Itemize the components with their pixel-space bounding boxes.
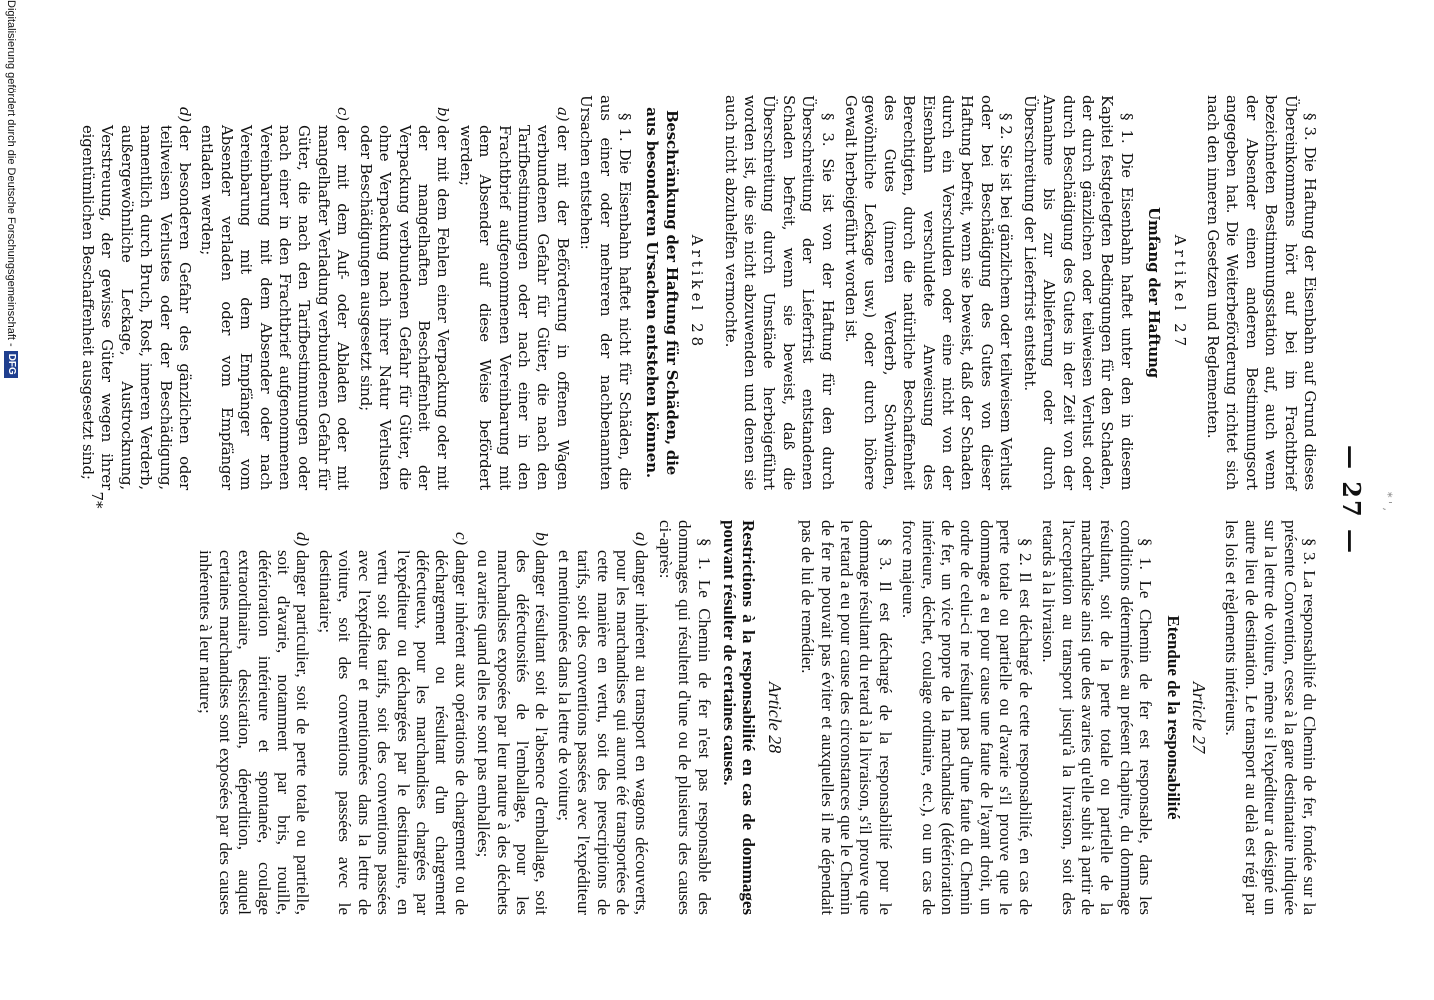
digitization-note-text: Digitalisierung gefördert durch die Deutsche Forschungsgemeinschaft -	[5, 0, 17, 347]
signature-mark: 7*	[88, 491, 106, 509]
french-article27-p3: § 3. Il est déchargé de la responsabilité pour le dommage résultant du retard à la livraison, s'il prouve que le retard a eu pour cause des circonstances que le Chemin de fer ne pouvait pas éviter et auxquelles il ne dépendait pas de lui de remédier.	[798, 520, 895, 915]
item-text: danger résultant soit de l'absence d'emballage, soit des défectuosités de l'emballage, pour les marchandises exposées par leur nature à des déchets ou avaries quand elles ne sont pas emballées;	[474, 550, 552, 915]
page-number: — 27 —	[1337, 444, 1366, 556]
item-label: a)	[632, 532, 652, 547]
item-label: d)	[176, 107, 195, 123]
german-list-item	[455, 95, 571, 490]
french-list-item	[316, 520, 471, 915]
french-article27-p2: § 2. Il est déchargé de cette responsabilité, en cas de perte totale ou partielle ou d'avarie s'il prouve que le dommage a eu pour cause une faute de l'ayant droit, un ordre de celui-ci ne résultant pas d'une faute du Chemin de fer, un vice propre de la marchandise (détérioration intérieure, déchet, coulage ordinaire, etc.), ou un cas de force majeure.	[899, 520, 1035, 915]
scan-mark: * ' ,	[1381, 492, 1394, 512]
item-label: a)	[553, 107, 572, 122]
item-label: c)	[334, 107, 353, 121]
item-text: danger inhérent aux opérations de chargement ou de déchargement ou résultant d'un chargement défectueux, pour les marchandises chargées par l'expéditeur ou déchargées par le destinataire, en vertu soit des tarifs, soit des conventions passées avec l'expéditeur et mentionnées dans la lettre de voiture, soit des conventions passées avec le destinataire;	[315, 550, 471, 915]
item-text: danger particulier, soit de perte totale ou partielle, soit d'avarie, notamment par bris, rouille, détérioration intérieure et spontanée, coulage extraordinaire, dessication, déperdition, auquel certaines marchandises sont exposées par des causes inhérentes à leur nature;	[196, 550, 313, 915]
german-article27-p1: § 1. Die Eisenbahn haftet unter den in diesem Kapitel festgelegten Bedingungen für den Schaden, der durch gänzlichen oder teilweisen Verlust oder durch Beschädigung des Gutes in der Zeit von der Annahme bis zur Ablieferung oder durch Überschreitung der Lieferfrist entsteht.	[1020, 95, 1136, 490]
item-text: danger inhérent au transport en wagons découverts, pour les marchandises qui auront été transportées de cette manière en vertu, soit des prescriptions de tarifs, soit des conventions passées avec l'expéditeur et mentionnées dans la lettre de voiture;	[554, 550, 652, 915]
french-article27-title: Article 27	[1188, 681, 1209, 754]
item-text: der mit dem Auf- oder Abladen oder mit mangelhafter Verladung verbundenen Gefahr für Güter, die nach den Tarifbestimmungen oder nach einer in den Frachtbrief aufgenommenen Vereinbarung mit dem Absender oder nach Vereinbarung mit dem Empfänger vom Absender verladen oder vom Empfänger entladen werden;	[198, 125, 353, 490]
digitization-note	[2, 0, 20, 1000]
german-article28-p1: § 1. Die Eisenbahn haftet nicht für Schäden, die aus einer oder mehreren der nachbenannten Ursachen entstehen:	[577, 95, 634, 490]
item-label: d)	[293, 532, 313, 547]
french-article28-p1: § 1. Le Chemin de fer n'est pas responsable des dommages qui résultent d'une ou de plusieurs des causes ci-après:	[655, 520, 714, 915]
german-article27-p3: § 3. Sie ist von der Haftung für den durch Überschreitung der Lieferfrist entstandenen Schaden befreit, wenn sie beweist, daß die Überschreitung durch Umstände herbeigeführt worden ist, die sie nicht abzuwenden und denen sie auch nicht abzuhelfen vermochte.	[721, 95, 837, 490]
german-list-item	[197, 95, 352, 490]
german-article28-title: Artikel 28	[688, 234, 707, 351]
item-label: b)	[434, 107, 453, 123]
german-article27-subtitle: Umfang der Haftung	[1145, 207, 1164, 378]
french-opening: § 3. La responsabilité du Chemin de fer, fondée sur la présente Convention, cesse à la gare destinataire indiquée sur la lettre de voiture, même si l'expéditeur a désigné un autre lieu de destination. Le transport au delà est régi par les lois et règlements intérieurs.	[1222, 520, 1319, 915]
item-text: der mit der Beförderung in offenen Wagen verbundenen Gefahr für Güter, die nach den Tarifbestimmungen oder nach einer in den Frachtbrief aufgenommenen Vereinbarung mit dem Absender auf diese Weise befördert werden;	[456, 125, 572, 490]
french-article27-subtitle: Etendue de la responsabilité	[1163, 615, 1183, 820]
item-text: der besonderen Gefahr des gänzlichen oder teilweisen Verlustes oder der Beschädigung, namentlich durch Bruch, Rost, inneren Verderb, außergewöhnliche Leckage, Austrocknung, Verstreuung, der gewisse Güter wegen ihrer eigentümlichen Beschaffenheit ausgesetzt sind;	[79, 125, 195, 490]
item-label: c)	[451, 532, 471, 546]
french-article28-title: Article 28	[764, 681, 785, 754]
german-column	[75, 95, 1319, 490]
item-text: der mit dem Fehlen einer Verpackung oder mit der mangelhaften Beschaffenheit der Verpackung verbundenen Gefahr für Güter, die ohne Verpackung nach ihrer Natur Verlusten oder Beschädigungen ausgesetzt sind;	[356, 125, 453, 490]
french-list-item	[474, 520, 552, 915]
dfg-logo: DFG	[4, 351, 18, 378]
digitization-sidebar	[2, 0, 20, 1000]
french-list-item	[196, 520, 312, 915]
french-column	[193, 520, 1319, 915]
german-opening: § 3. Die Haftung der Eisenbahn auf Grund dieses Übereinkommens hört auf bei im Frachtbrief bezeichneten Bestimmungsstation auf, auch wenn der Absender einen anderen Bestimmungsort angegeben hat. Die Weiterbeförderung richtet sich nach den inneren Gesetzen und Reglementen.	[1203, 95, 1319, 490]
french-article28-subtitle: Restrictions à la responsabilité en cas de dommages pouvant résulter de certaines causes.	[720, 520, 759, 915]
german-article28-subtitle: Beschränkung der Haftung für Schäden, die aus besonderen Ursachen entstehen können.	[643, 107, 681, 478]
german-list-item	[355, 95, 452, 490]
german-article27-title: Artikel 27	[1170, 234, 1189, 351]
german-article27-p2: § 2. Sie ist bei gänzlichem oder teilweisem Verlust oder bei Beschädigung des Gutes von dieser Haftung befreit, wenn sie beweist, daß der Schaden durch ein Verschulden oder eine nicht von der Eisenbahn verschuldete Anweisung des Berechtigten, durch die natürliche Beschaffenheit des Gutes (inneren Verderb, Schwinden, gewöhnliche Leckage usw.) oder durch höhere Gewalt herbeigeführt worden ist.	[842, 95, 1016, 490]
item-label: b)	[532, 532, 552, 547]
french-article27-p1: § 1. Le Chemin de fer est responsable, dans les conditions déterminées au présent chapitre, du dommage résultant, soit de la perte totale ou partielle de la marchandise ainsi que des avaries qu'elle subit à partir de l'acceptation au transport jusqu'à la livraison, soit des retards à la livraison.	[1039, 520, 1156, 915]
french-list-item	[554, 520, 651, 915]
